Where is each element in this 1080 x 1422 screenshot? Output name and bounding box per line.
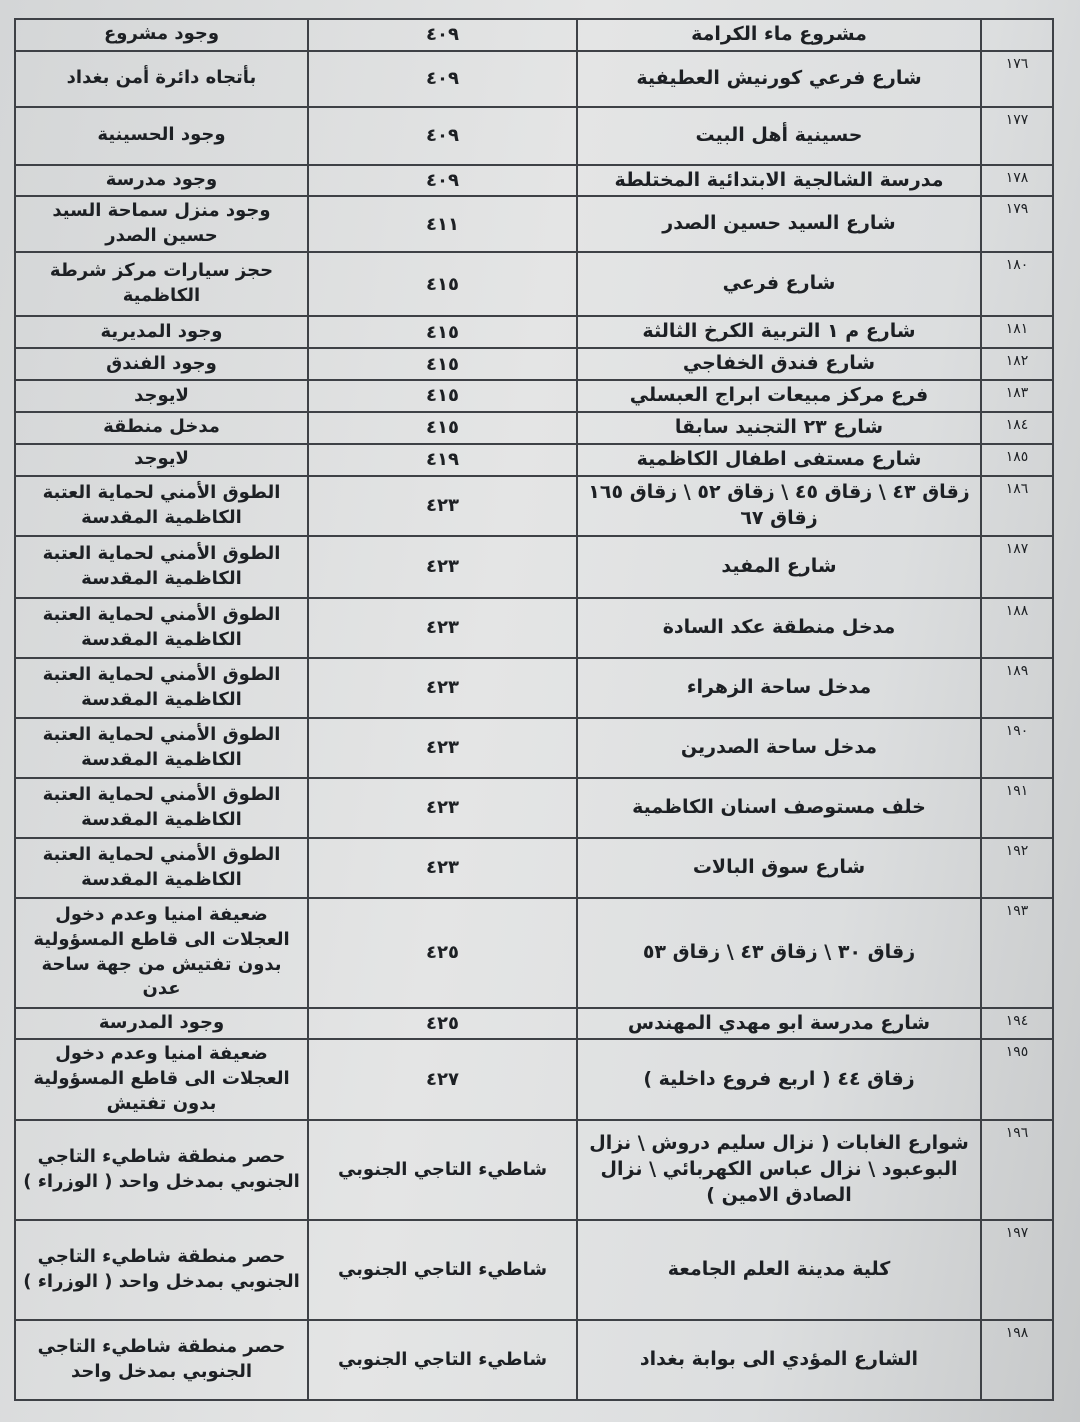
note-text: الطوق الأمني لحماية العتبة الكاظمية المقدسة: [15, 476, 308, 536]
row-number: ١٩٦: [981, 1120, 1053, 1220]
note-text: الطوق الأمني لحماية العتبة الكاظمية المقدسة: [15, 536, 308, 598]
sector-code: شاطيء التاجي الجنوبي: [308, 1220, 577, 1320]
row-number: ١٨١: [981, 316, 1053, 348]
table-row: [15, 107, 1053, 165]
row-number: ١٨٦: [981, 476, 1053, 536]
sector-code: ٤٢٥: [308, 898, 577, 1008]
note-text: لايوجد: [15, 380, 308, 412]
table-row: [15, 1220, 1053, 1320]
note-text: مدخل منطقة: [15, 412, 308, 444]
sector-code: ٤٠٩: [308, 51, 577, 107]
row-number: ١٩٨: [981, 1320, 1053, 1400]
row-number: ١٩٢: [981, 838, 1053, 898]
note-text: حصر منطقة شاطيء التاجي الجنوبي بمدخل واحد ( الوزراء ): [15, 1220, 308, 1320]
sector-code: ٤١٥: [308, 380, 577, 412]
note-text: ضعيفة امنيا وعدم دخول العجلات الى قاطع المسؤولية بدون تفتيش: [15, 1039, 308, 1119]
row-number: ١٨٥: [981, 444, 1053, 476]
note-text: الطوق الأمني لحماية العتبة الكاظمية المقدسة: [15, 718, 308, 778]
street-name: مدخل ساحة الصدرين: [577, 718, 981, 778]
row-number: ١٨٧: [981, 536, 1053, 598]
table-row: [15, 838, 1053, 898]
table-row: [15, 898, 1053, 1008]
note-text: حجز سيارات مركز شرطة الكاظمية: [15, 252, 308, 316]
table-row: [15, 1008, 1053, 1040]
note-text: الطوق الأمني لحماية العتبة الكاظمية المقدسة: [15, 658, 308, 718]
sector-code: ٤٠٩: [308, 165, 577, 197]
row-number: ١٩٧: [981, 1220, 1053, 1320]
sector-code: شاطيء التاجي الجنوبي: [308, 1120, 577, 1220]
sector-code: شاطيء التاجي الجنوبي: [308, 1320, 577, 1400]
street-name: شارع فرعي كورنيش العطيفية: [577, 51, 981, 107]
sector-code: ٤٢٣: [308, 658, 577, 718]
street-name: شارع فندق الخفاجي: [577, 348, 981, 380]
sector-code: ٤٢٣: [308, 838, 577, 898]
table-row: [15, 536, 1053, 598]
sector-code: ٤١٥: [308, 412, 577, 444]
street-name: فرع مركز مبيعات ابراج العبسلي: [577, 380, 981, 412]
sector-code: ٤٠٩: [308, 19, 577, 51]
table-row: [15, 658, 1053, 718]
note-text: الطوق الأمني لحماية العتبة الكاظمية المقدسة: [15, 598, 308, 658]
street-name: زقاق ٣٠ \ زقاق ٤٣ \ زقاق ٥٣: [577, 898, 981, 1008]
note-text: لايوجد: [15, 444, 308, 476]
table-row: [15, 196, 1053, 252]
note-text: حصر منطقة شاطيء التاجي الجنوبي بمدخل واحد ( الوزراء ): [15, 1120, 308, 1220]
sector-code: ٤٢٣: [308, 718, 577, 778]
row-number: ١٩٤: [981, 1008, 1053, 1040]
row-number: ١٨٤: [981, 412, 1053, 444]
roads-table: [14, 18, 1054, 1401]
row-number: ١٨٩: [981, 658, 1053, 718]
street-name: زقاق ٤٣ \ زقاق ٤٥ \ زقاق ٥٢ \ زقاق ١٦٥ زقاق ٦٧: [577, 476, 981, 536]
table-row: [15, 444, 1053, 476]
row-number: ١٩١: [981, 778, 1053, 838]
sector-code: ٤٢٥: [308, 1008, 577, 1040]
note-text: وجود مدرسة: [15, 165, 308, 197]
sector-code: ٤٢٣: [308, 476, 577, 536]
table-row: [15, 19, 1053, 51]
street-name: مدخل منطقة عكد السادة: [577, 598, 981, 658]
street-name: مدخل ساحة الزهراء: [577, 658, 981, 718]
note-text: وجود مشروع: [15, 19, 308, 51]
row-number: ١٧٨: [981, 165, 1053, 197]
sector-code: ٤٠٩: [308, 107, 577, 165]
sector-code: ٤٢٣: [308, 598, 577, 658]
sector-code: ٤١٥: [308, 316, 577, 348]
row-number: ١٩٠: [981, 718, 1053, 778]
row-number: ١٧٧: [981, 107, 1053, 165]
table-row: [15, 1120, 1053, 1220]
row-number: [981, 19, 1053, 51]
sector-code: ٤٢٧: [308, 1039, 577, 1119]
note-text: الطوق الأمني لحماية العتبة الكاظمية المقدسة: [15, 778, 308, 838]
sector-code: ٤١٥: [308, 252, 577, 316]
note-text: وجود الفندق: [15, 348, 308, 380]
street-name: خلف مستوصف اسنان الكاظمية: [577, 778, 981, 838]
row-number: ١٨٢: [981, 348, 1053, 380]
street-name: شارع مدرسة ابو مهدي المهندس: [577, 1008, 981, 1040]
row-number: ١٨٠: [981, 252, 1053, 316]
table-row: [15, 718, 1053, 778]
row-number: ١٨٨: [981, 598, 1053, 658]
street-name: مدرسة الشالجية الابتدائية المختلطة: [577, 165, 981, 197]
table-row: [15, 348, 1053, 380]
note-text: وجود المدرسة: [15, 1008, 308, 1040]
table-row: [15, 316, 1053, 348]
street-name: شارع سوق البالات: [577, 838, 981, 898]
table-row: [15, 165, 1053, 197]
row-number: ١٩٣: [981, 898, 1053, 1008]
table-row: [15, 598, 1053, 658]
street-name: شارع المفيد: [577, 536, 981, 598]
street-name: شوارع الغابات ( نزال سليم دروش \ نزال البوعبود \ نزال عباس الكهربائي \ نزال الصادق الامين ): [577, 1120, 981, 1220]
row-number: ١٩٥: [981, 1039, 1053, 1119]
note-text: وجود منزل سماحة السيد حسين الصدر: [15, 196, 308, 252]
row-number: ١٧٩: [981, 196, 1053, 252]
street-name: حسينية أهل البيت: [577, 107, 981, 165]
row-number: ١٧٦: [981, 51, 1053, 107]
note-text: وجود المديرية: [15, 316, 308, 348]
sector-code: ٤١٥: [308, 348, 577, 380]
street-name: كلية مدينة العلم الجامعة: [577, 1220, 981, 1320]
street-name: شارع ٢٣ التجنيد سابقا: [577, 412, 981, 444]
sector-code: ٤٢٣: [308, 536, 577, 598]
street-name: شارع السيد حسين الصدر: [577, 196, 981, 252]
note-text: ضعيفة امنيا وعدم دخول العجلات الى قاطع المسؤولية بدون تفتيش من جهة ساحة عدن: [15, 898, 308, 1008]
note-text: بأتجاه دائرة أمن بغداد: [15, 51, 308, 107]
street-name: زقاق ٤٤ ( اربع فروع داخلية ): [577, 1039, 981, 1119]
street-name: شارع م ١ التربية الكرخ الثالثة: [577, 316, 981, 348]
street-name: مشروع ماء الكرامة: [577, 19, 981, 51]
table-row: [15, 412, 1053, 444]
street-name: شارع مستفى اطفال الكاظمية: [577, 444, 981, 476]
table-row: [15, 1320, 1053, 1400]
sector-code: ٤٢٣: [308, 778, 577, 838]
note-text: وجود الحسينية: [15, 107, 308, 165]
table-row: [15, 778, 1053, 838]
table-row: [15, 252, 1053, 316]
table-row: [15, 380, 1053, 412]
row-number: ١٨٣: [981, 380, 1053, 412]
table-row: [15, 476, 1053, 536]
sector-code: ٤١١: [308, 196, 577, 252]
sector-code: ٤١٩: [308, 444, 577, 476]
street-name: شارع فرعي: [577, 252, 981, 316]
table-row: [15, 1039, 1053, 1119]
table-row: [15, 51, 1053, 107]
roads-table-body: [15, 19, 1053, 1400]
note-text: الطوق الأمني لحماية العتبة الكاظمية المقدسة: [15, 838, 308, 898]
note-text: حصر منطقة شاطيء التاجي الجنوبي بمدخل واحد: [15, 1320, 308, 1400]
street-name: الشارع المؤدي الى بوابة بغداد: [577, 1320, 981, 1400]
